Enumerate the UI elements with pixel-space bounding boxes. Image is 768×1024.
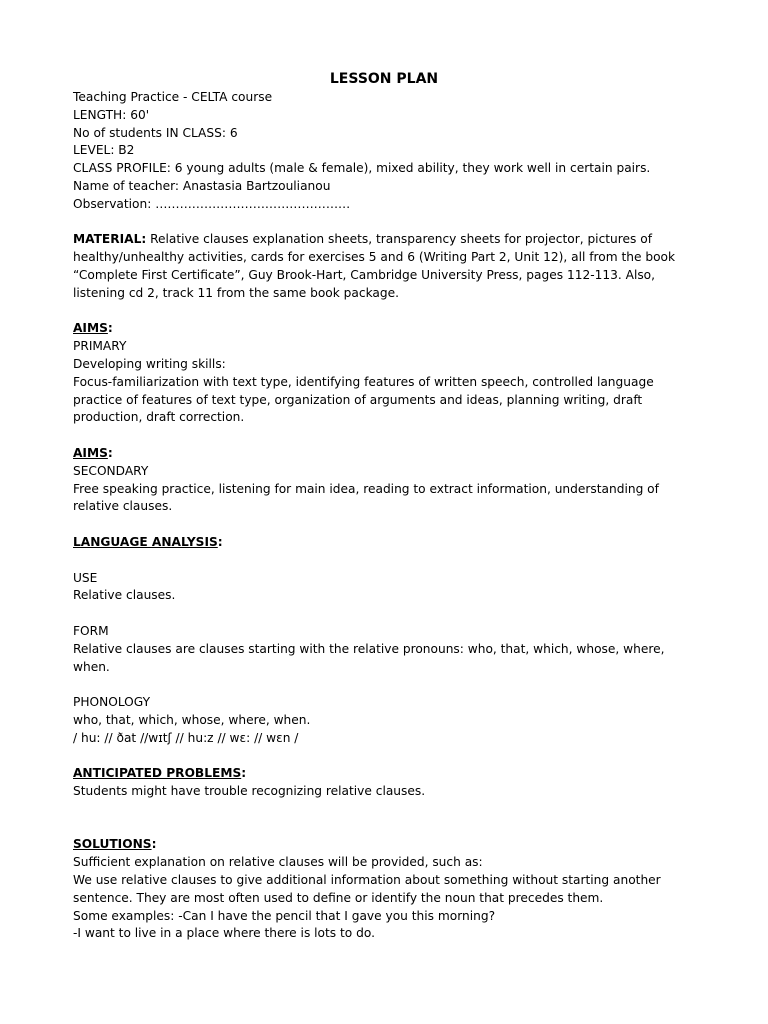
page-title: LESSON PLAN [329, 71, 439, 87]
aims-primary-text-line: production, draft correction. [73, 410, 245, 425]
phonology-heading: PHONOLOGY [73, 695, 151, 710]
aims-primary-focus: Developing writing skills: [73, 356, 226, 371]
solutions-text-line: -I want to live in a place where there is lots to do. [73, 926, 375, 941]
solutions-text-line: sentence. They are most often used to define or identify the noun that precedes them. [73, 890, 604, 905]
solutions-colon: : [151, 837, 157, 852]
level-line: LEVEL: B2 [73, 143, 135, 158]
spacer [73, 516, 713, 534]
anticipated-problems-colon: : [241, 766, 247, 781]
spacer [73, 605, 713, 623]
language-analysis-heading: LANGUAGE ANALYSIS [73, 534, 218, 549]
solutions-text-line: Some examples: -Can I have the pencil that I gave you this morning? [73, 908, 496, 923]
aims-colon: : [107, 445, 113, 460]
aims-secondary-text-line: Free speaking practice, listening for main idea, reading to extract information, understanding of [73, 481, 659, 496]
observation-line: Observation: ………………………………………… [73, 196, 351, 211]
aims-secondary-heading-line [73, 445, 713, 463]
solutions-text-line: We use relative clauses to give additional information about something without starting another [73, 873, 661, 888]
solutions-text-line: Sufficient explanation on relative clauses will be provided, such as: [73, 855, 483, 870]
material-text-line: healthy/unhealthy activities, cards for exercises 5 and 6 (Writing Part 2, Unit 12), all from the book [73, 250, 676, 265]
form-text-line: when. [73, 659, 110, 674]
aims-primary-heading-line [73, 320, 713, 338]
solutions-heading-line [73, 836, 713, 854]
aims-heading: AIMS [73, 321, 108, 336]
spacer [73, 801, 713, 837]
solutions-heading: SOLUTIONS [73, 837, 152, 852]
aims-secondary-subheading: SECONDARY [73, 463, 149, 478]
aims-secondary-text-line: relative clauses. [73, 499, 173, 514]
aims-primary-text-line: practice of features of text type, organization of arguments and ideas, planning writing, draft [73, 392, 643, 407]
spacer [73, 552, 713, 570]
spacer [73, 303, 713, 321]
spacer [73, 214, 713, 232]
language-analysis-colon: : [217, 534, 223, 549]
aims-colon: : [107, 321, 113, 336]
material-text-line: “Complete First Certificate”, Guy Brook-Hart, Cambridge University Press, pages 112-113. Also, [73, 267, 656, 282]
aims-primary-subheading: PRIMARY [73, 339, 127, 354]
length-line: LENGTH: 60' [73, 107, 150, 122]
class-profile-line: CLASS PROFILE: 6 young adults (male & female), mixed ability, they work well in certain pairs. [73, 161, 651, 176]
anticipated-problems-heading-line [73, 765, 713, 783]
phonology-ipa: / hu: // ðat //wɪtʃ // hu:z // wɛ: // wɛn / [73, 730, 299, 745]
teacher-line: Name of teacher: Anastasia Bartzoulianou [73, 178, 331, 193]
aims-primary-text-line: Focus-familiarization with text type, identifying features of written speech, controlled language [73, 374, 654, 389]
spacer [73, 427, 713, 445]
material-text-line: Relative clauses explanation sheets, transparency sheets for projector, pictures of [146, 232, 652, 247]
spacer [73, 676, 713, 694]
anticipated-problems-text: Students might have trouble recognizing relative clauses. [73, 784, 426, 799]
form-heading: FORM [73, 623, 109, 638]
phonology-words: who, that, which, whose, where, when. [73, 712, 311, 727]
material-heading: MATERIAL: [73, 232, 147, 247]
aims-heading: AIMS [73, 445, 108, 460]
language-analysis-heading-line [73, 534, 713, 552]
material-text-line: listening cd 2, track 11 from the same book package. [73, 285, 400, 300]
material-first-line [73, 231, 713, 249]
lesson-plan-body [73, 89, 713, 943]
use-heading: USE [73, 570, 98, 585]
students-line: No of students IN CLASS: 6 [73, 125, 238, 140]
spacer [73, 747, 713, 765]
form-text-line: Relative clauses are clauses starting with the relative pronouns: who, that, which, whose, where, [73, 641, 665, 656]
use-text: Relative clauses. [73, 588, 176, 603]
anticipated-problems-heading: ANTICIPATED PROBLEMS [73, 766, 242, 781]
course-line: Teaching Practice - CELTA course [73, 90, 273, 104]
